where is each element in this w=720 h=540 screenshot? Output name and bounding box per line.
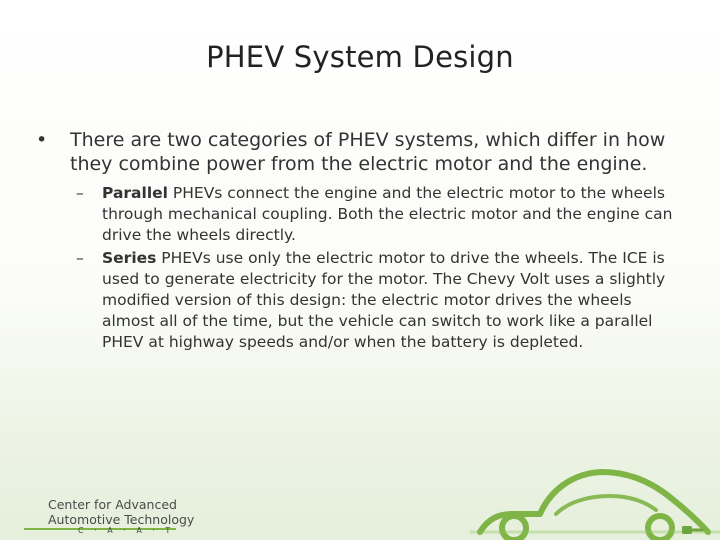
subbullet-body-series: PHEVs use only the electric motor to drive the wheels. The ICE is used to generate electricity for the motor. The Chevy Volt uses a slightly modified version of this design: the electric motor drives the wheels almost all of the time, but the vehicle can switch to work like a parallel PHEV at highway speeds and/or when the battery is depleted. [102, 248, 666, 352]
subbullet-marker: – [76, 183, 84, 202]
logo-line-2: Automotive Technology [48, 512, 195, 527]
subbullet-item-series [76, 248, 686, 353]
subbullet-item-parallel [76, 183, 686, 246]
main-bullet-item [36, 128, 686, 177]
bullet-marker: • [36, 129, 48, 151]
subbullet-body-parallel: PHEVs connect the engine and the electric motor to the wheels through mechanical coupling. Both the electric motor and the engine can drive the wheels directly. [102, 183, 673, 244]
subbullet-marker: – [76, 248, 84, 267]
subbullet-label-series: Series [102, 248, 157, 267]
caat-logo [24, 492, 194, 536]
main-bullet-text: There are two categories of PHEV systems, which differ in how they combine power from the electric motor and the engine. [70, 129, 666, 176]
subbullet-text-parallel [102, 183, 686, 246]
page-title: PHEV System Design [206, 40, 514, 74]
slide-content [36, 128, 686, 355]
logo-line-1: Center for Advanced [48, 497, 177, 512]
subbullet-text-series [102, 248, 686, 353]
subbullet-label-parallel: Parallel [102, 183, 168, 202]
subbullet-list [76, 183, 686, 354]
logo-line-3: C · A · A · T [78, 526, 175, 535]
car-outline-icon [470, 452, 720, 540]
